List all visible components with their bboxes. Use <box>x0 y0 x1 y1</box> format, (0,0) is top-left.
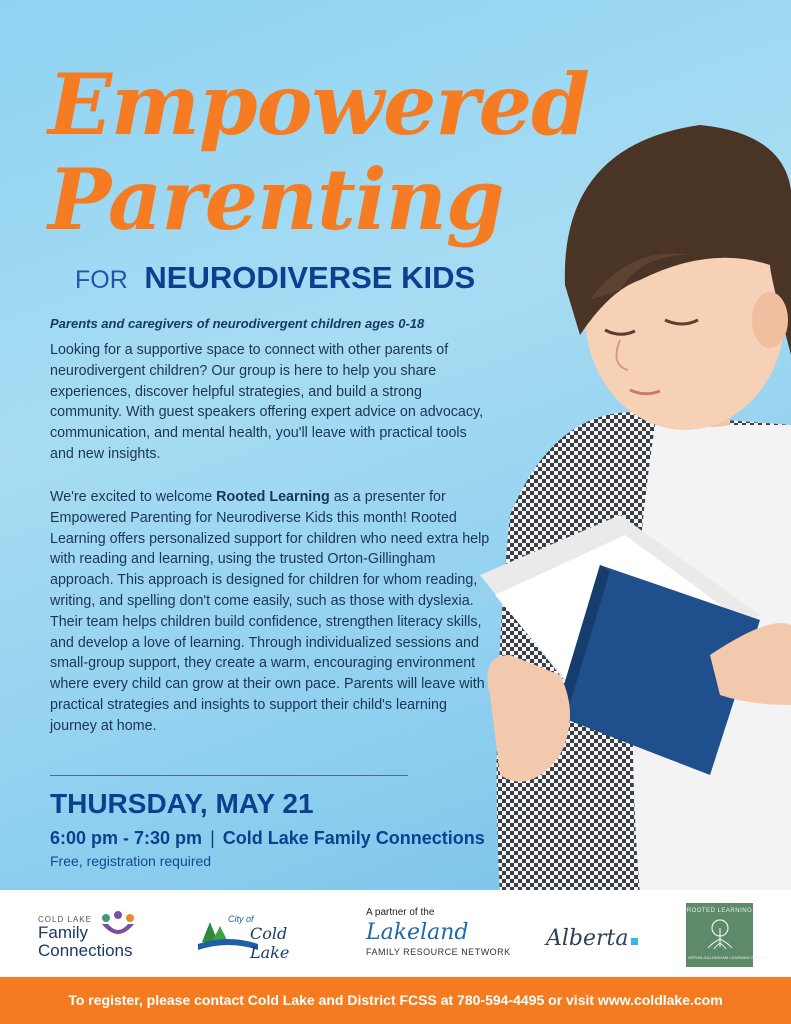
divider <box>50 775 408 776</box>
presenter-paragraph <box>50 487 490 737</box>
city-of-text: City of <box>228 914 254 924</box>
boy-reading-photo <box>470 95 791 895</box>
rooted-name: ROOTED LEARNING <box>686 908 753 914</box>
subtitle <box>75 260 475 296</box>
title-parenting: Parenting <box>48 150 504 249</box>
rooted-learning-logo <box>686 903 771 967</box>
city-name: Cold Lake <box>250 924 290 962</box>
event-location: Cold Lake Family Connections <box>222 828 485 848</box>
lakeland-partner: A partner of the <box>366 907 435 918</box>
lakeland-name: Lakeland <box>366 920 469 945</box>
title-empowered: Empowered <box>48 55 589 154</box>
event-date: THURSDAY, MAY 21 <box>50 788 314 819</box>
partner-logos <box>0 890 791 977</box>
intro-paragraph: Looking for a supportive space to connect with other parents of neurodivergent children? Our group is here to help you share experiences, discover helpful strategies, and build a strong community. With guest speakers offering expert advice on advocacy, communication, and mental health, you'll leave with practical tools and new insights. <box>50 342 484 462</box>
fc-line2: Connections <box>38 941 133 960</box>
alberta-logo <box>546 926 638 951</box>
subtitle-for: FOR <box>75 266 128 294</box>
registration-footer: To register, please contact Cold Lake and District FCSS at 780-594-4495 or visit www.coldlake.com <box>0 977 791 1024</box>
family-connections-logo <box>38 915 133 960</box>
alberta-square-icon <box>631 938 638 945</box>
city-cold-lake-logo <box>198 914 328 962</box>
presenter-text-before: We're excited to welcome <box>50 489 217 505</box>
lakeland-logo <box>366 907 511 957</box>
event-separator: | <box>210 828 215 848</box>
fc-line1: Family <box>38 923 89 942</box>
lakeland-sub: FAMILY RESOURCE NETWORK <box>366 947 511 957</box>
event-time: 6:00 pm - 7:30 pm <box>50 828 203 848</box>
event-time-location <box>50 828 485 849</box>
tree-roots-icon <box>702 919 738 949</box>
fc-top: COLD LAKE <box>38 915 92 924</box>
presenter-name: Rooted Learning <box>216 489 330 505</box>
presenter-text-after: as a presenter for Empowered Parenting for Neurodiverse Kids this month! Rooted Learning offers personalized support for children who need extra help with reading and learning, using the trusted Orton-Gillingham approach. This approach is designed for children for whom reading, writing, and spelling don't come easily, such as those with dyslexia. Their team helps children build confidence, strengthen literacy skills, and develop a love of learning. Through individualized sessions and small-group support, they create a warm, encouraging environment where every child can grow at their own pace. Parents will leave with practical strategies and insights to support their child's learning journey at home. <box>50 489 490 734</box>
registration-note: Free, registration required <box>50 853 212 869</box>
subtitle-audience: NEURODIVERSE KIDS <box>144 260 476 295</box>
family-figures-icon <box>98 910 138 940</box>
alberta-name: Alberta <box>546 926 629 951</box>
tagline: Parents and caregivers of neurodivergent children ages 0-18 <box>50 316 425 331</box>
rooted-sub: ORTON-GILLINGHAM LEARNING SUPPORT <box>688 955 771 960</box>
